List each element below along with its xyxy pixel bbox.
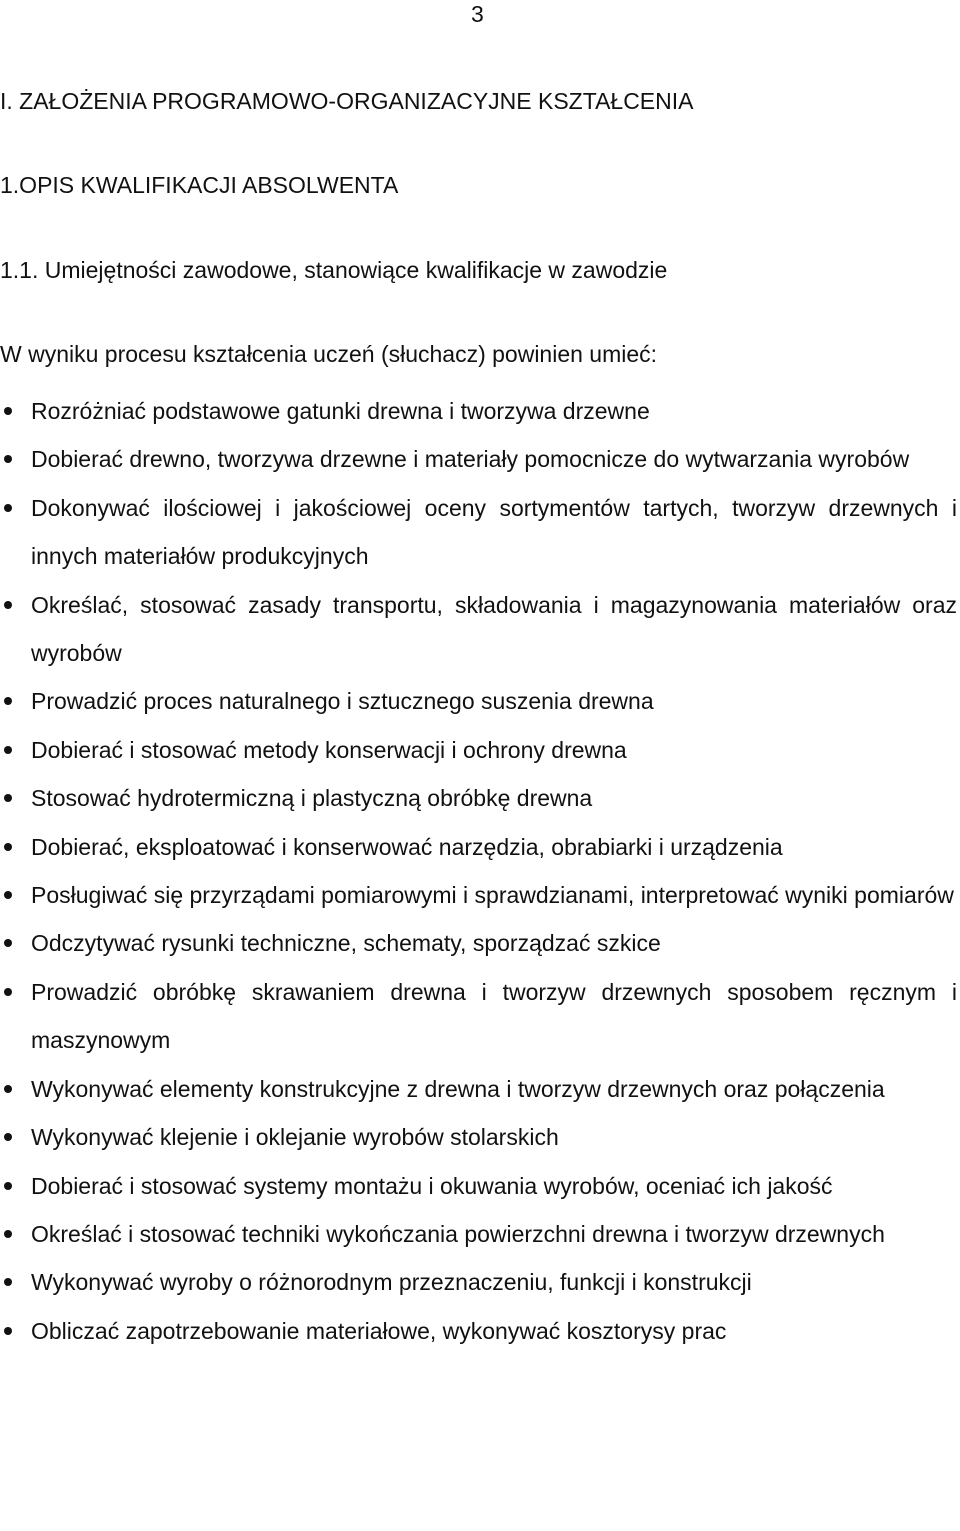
list-item (0, 774, 957, 822)
bullet-icon (4, 1230, 12, 1238)
list-item-text: Określać, stosować zasady transportu, składowania i magazynowania materiałów oraz wyrobów (31, 591, 957, 667)
list-item-text: Wykonywać wyroby o różnorodnym przeznaczeniu, funkcji i konstrukcji (31, 1269, 752, 1296)
bullet-icon (4, 746, 12, 754)
list-item (0, 581, 957, 678)
bullet-icon (4, 455, 12, 463)
list-item (0, 919, 957, 967)
bullet-icon (4, 891, 12, 899)
list-item (0, 823, 957, 871)
page-number: 3 (471, 1, 484, 27)
list-item-text: Określać i stosować techniki wykończania powierzchni drewna i tworzyw drzewnych (31, 1220, 885, 1247)
list-item-text: Wykonywać klejenie i oklejanie wyrobów stolarskich (31, 1124, 559, 1151)
list-item-text: Dobierać i stosować systemy montażu i okuwania wyrobów, oceniać ich jakość (31, 1172, 833, 1199)
bullet-icon (4, 1133, 12, 1141)
list-item-text: Dobierać, eksploatować i konserwować narzędzia, obrabiarki i urządzenia (31, 833, 783, 860)
list-item (0, 484, 957, 581)
skills-list (0, 387, 957, 1355)
bullet-icon (4, 794, 12, 802)
list-item-text: Prowadzić proces naturalnego i sztucznego suszenia drewna (31, 688, 654, 715)
list-item-text: Obliczać zapotrzebowanie materiałowe, wykonywać kosztorysy prac (31, 1317, 727, 1344)
list-item (0, 968, 957, 1065)
section-heading: 1.OPIS KWALIFIKACJI ABSOLWENTA (0, 172, 399, 198)
list-item-text: Dobierać drewno, tworzywa drzewne i materiały pomocnicze do wytwarzania wyrobów (31, 446, 910, 473)
bullet-icon (4, 1327, 12, 1335)
bullet-icon (4, 601, 12, 609)
list-item (0, 387, 957, 435)
bullet-icon (4, 988, 12, 996)
list-item (0, 677, 957, 725)
bullet-icon (4, 843, 12, 851)
list-item (0, 1162, 957, 1210)
intro-text: W wyniku procesu kształcenia uczeń (słuchacz) powinien umieć: (0, 341, 658, 367)
list-item-text: Dobierać i stosować metody konserwacji i ochrony drewna (31, 736, 627, 763)
list-item-text: Wykonywać elementy konstrukcyjne z drewna i tworzyw drzewnych oraz połączenia (31, 1075, 885, 1102)
bullet-icon (4, 1182, 12, 1190)
bullet-icon (4, 1278, 12, 1286)
list-item-text: Posługiwać się przyrządami pomiarowymi i sprawdzianami, interpretować wyniki pomiarów (31, 882, 954, 909)
list-item (0, 435, 957, 483)
list-item-text: Odczytywać rysunki techniczne, schematy, sporządzać szkice (31, 930, 661, 957)
list-item (0, 1065, 957, 1113)
part-heading: I. ZAŁOŻENIA PROGRAMOWO-ORGANIZACYJNE KSZTAŁCENIA (0, 88, 694, 114)
list-item (0, 1258, 957, 1306)
bullet-icon (4, 1085, 12, 1093)
list-item-text: Rozróżniać podstawowe gatunki drewna i tworzywa drzewne (31, 398, 650, 424)
bullet-icon (4, 504, 12, 512)
list-item (0, 1307, 957, 1355)
bullet-icon (4, 697, 12, 705)
bullet-icon (4, 939, 12, 947)
bullet-icon (4, 407, 12, 415)
list-item-text: Stosować hydrotermiczną i plastyczną obróbkę drewna (31, 785, 593, 812)
list-item-text: Dokonywać ilościowej i jakościowej oceny sortymentów tartych, tworzyw drzewnych i innych materiałów produkcyjnych (31, 494, 957, 570)
list-item (0, 871, 957, 919)
list-item (0, 726, 957, 774)
subsection-heading: 1.1. Umiejętności zawodowe, stanowiące kwalifikacje w zawodzie (0, 257, 668, 283)
list-item-text: Prowadzić obróbkę skrawaniem drewna i tworzyw drzewnych sposobem ręcznym i maszynowym (31, 978, 957, 1054)
list-item (0, 1113, 957, 1161)
list-item (0, 1210, 957, 1258)
